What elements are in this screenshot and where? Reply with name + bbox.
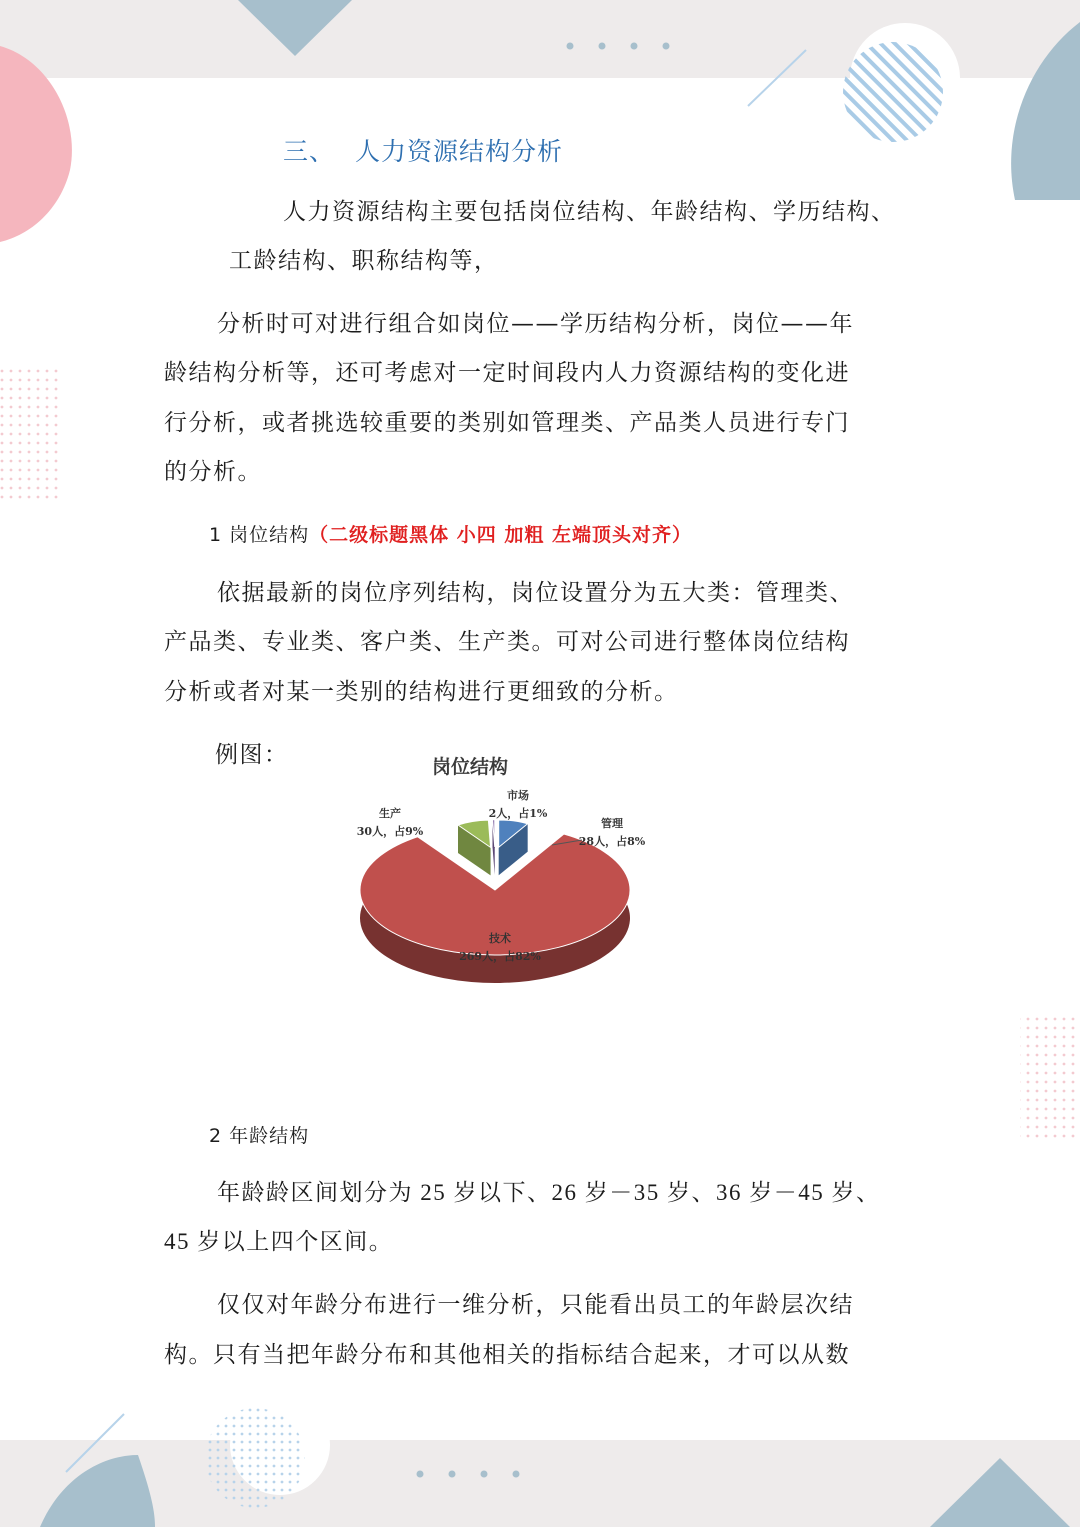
header-band <box>0 0 1080 78</box>
paragraph-line: 龄结构分析等，还可考虑对一定时间段内人力资源结构的变化进 <box>164 360 850 386</box>
paragraph-line: 人力资源结构主要包括岗位结构、年龄结构、学历结构、 <box>283 199 896 225</box>
subheading-text: 1 岗位结构 <box>209 524 310 546</box>
paragraph-line: 工龄结构、职称结构等， <box>229 248 499 274</box>
slice-value-label: 269人，占82% <box>459 950 541 963</box>
pie-slice-生产 <box>458 820 491 875</box>
subheading-1 <box>209 520 692 547</box>
paragraph-line: 分析或者对某一类别的结构进行更细致的分析。 <box>164 679 679 705</box>
paragraph-line: 行分析，或者挑选较重要的类别如管理类、产品类人员进行专门 <box>164 410 850 436</box>
chart-title: 岗位结构 <box>431 756 509 778</box>
paragraph-line: 的分析。 <box>164 459 262 485</box>
format-note: （二级标题黑体 小四 加粗 左端顶头对齐） <box>309 524 692 546</box>
paragraph-line: 依据最新的岗位序列结构，岗位设置分为五大类：管理类、 <box>217 580 854 606</box>
slice-name-label: 生产 <box>379 807 401 820</box>
example-label: 例图： <box>215 742 289 768</box>
pie-chart <box>340 740 650 1030</box>
section-heading <box>283 132 563 168</box>
slice-name-label: 技术 <box>489 932 511 945</box>
paragraph-line: 产品类、专业类、客户类、生产类。可对公司进行整体岗位结构 <box>164 629 850 655</box>
paragraph-line: 构。只有当把年龄分布和其他相关的指标结合起来，才可以从数 <box>164 1342 850 1368</box>
slice-value-label: 2人，占1% <box>488 807 548 820</box>
footer-band <box>0 1440 1080 1527</box>
subheading-2: 2 年龄结构 <box>209 1125 310 1147</box>
paragraph-line: 分析时可对进行组合如岗位——学历结构分析，岗位——年 <box>217 311 854 337</box>
paragraph-line: 仅仅对年龄分布进行一维分析，只能看出员工的年龄层次结 <box>217 1292 854 1318</box>
slice-name-label: 市场 <box>507 789 529 802</box>
paragraph-line: 45 岁以上四个区间。 <box>164 1229 394 1254</box>
section-title: 人力资源结构分析 <box>355 137 564 166</box>
slice-name-label: 管理 <box>601 817 623 830</box>
paragraph-line: 年龄龄区间划分为 25 岁以下、26 岁－35 岁、36 岁－45 岁、 <box>217 1180 881 1205</box>
section-number: 三、 <box>283 137 336 166</box>
slice-value-label: 28人，占8% <box>578 835 646 848</box>
pie-slice-市场 <box>493 820 495 875</box>
slice-value-label: 30人，占9% <box>356 825 424 838</box>
